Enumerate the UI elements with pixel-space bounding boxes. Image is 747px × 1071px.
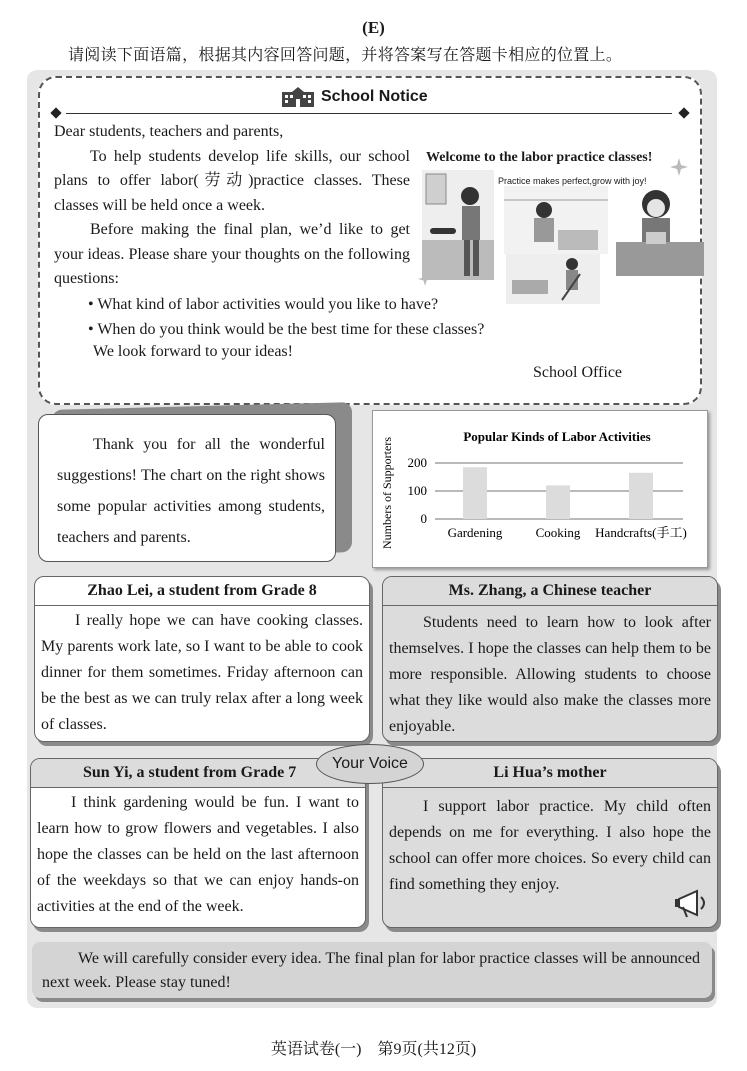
voice-card-li-hua-mother xyxy=(382,758,718,928)
chart-title: Popular Kinds of Labor Activities xyxy=(463,429,651,444)
voice-card-name: Sun Yi, a student from Grade 7 xyxy=(31,759,365,788)
school-building-icon xyxy=(281,86,315,108)
chart-ytick-label: 100 xyxy=(407,483,427,498)
chart-xtick-label: Cooking xyxy=(535,525,581,540)
notice-paragraph: Before making the final plan, we’d like to get your ideas. Please share your thoughts on the following questions: xyxy=(54,221,410,287)
chart-svg xyxy=(373,411,707,567)
dishwashing-illustration xyxy=(504,186,608,254)
notice-divider xyxy=(66,113,672,114)
chart-xtick-label: Gardening xyxy=(447,525,503,540)
voice-card-text: I think gardening would be fun. I want to learn how to grow flowers and vegetables. I also hope the classes can be held on the last afternoon of the weekdays so that we can enjoy hands-on activities at the end of the week. xyxy=(37,794,359,915)
voice-card-text: I really hope we can have cooking classes. My parents work late, so I want to be able to cook dinner for them sometimes. Friday afternoon can be the best as we can truly relax after a long week of classes. xyxy=(41,612,363,733)
voice-card-name: Zhao Lei, a student from Grade 8 xyxy=(35,577,369,606)
section-label: (E) xyxy=(362,18,385,37)
chart-ylabel: Numbers of Supporters xyxy=(380,437,394,549)
handcraft-illustration xyxy=(612,182,706,278)
activity-chart xyxy=(372,410,708,568)
thanks-box xyxy=(38,414,336,562)
chart-ytick-label: 0 xyxy=(420,511,427,526)
instruction-text: 请阅读下面语篇，根据其内容回答问题，并将答案写在答题卡相应的位置上。 xyxy=(68,47,623,64)
question-list xyxy=(88,293,484,342)
sparkle-icon xyxy=(670,158,688,176)
question-item: • What kind of labor activities would you like to have? xyxy=(88,296,439,313)
voice-card-zhao-lei xyxy=(34,576,370,742)
welcome-caption: Welcome to the labor practice classes! xyxy=(426,150,653,165)
voice-card-text: I support labor practice. My child often depends on me for everything. I also hope the school can offer more choices. So every child can find something they enjoy. xyxy=(389,798,711,893)
final-note xyxy=(32,942,712,998)
voice-card-name: Ms. Zhang, a Chinese teacher xyxy=(383,577,717,606)
final-note-text: We will carefully consider every idea. The final plan for labor practice classes will be announced next week. Please stay tuned! xyxy=(42,950,700,991)
voice-card-text: Students need to learn how to look after themselves. I hope the classes can help them to be more responsible. Allowing students to choose what they like would also make the classes more enjoyable. xyxy=(389,614,711,735)
chart-bar xyxy=(629,473,653,519)
sparkle-icon xyxy=(418,272,432,286)
notice-body xyxy=(54,120,410,292)
chart-ytick-label: 200 xyxy=(407,455,427,470)
chart-bar xyxy=(546,485,570,519)
page-footer: 英语试卷(一) 第9页(共12页) xyxy=(270,1041,477,1058)
notice-title-text: School Notice xyxy=(321,88,428,105)
chart-xtick-label: Handcrafts(手工) xyxy=(595,525,687,540)
notice-greeting: Dear students, teachers and parents, xyxy=(54,123,284,140)
voice-card-sun-yi xyxy=(30,758,366,928)
notice-title xyxy=(275,86,434,108)
megaphone-icon xyxy=(675,887,711,919)
cleaning-illustration xyxy=(506,254,600,304)
your-voice-badge: Your Voice xyxy=(316,744,424,784)
notice-signature: School Office xyxy=(533,364,623,381)
thanks-text: Thank you for all the wonderful suggestions! The chart on the right shows some popular activities among students, teachers and parents. xyxy=(57,436,325,546)
voice-card-name: Li Hua’s mother xyxy=(383,759,717,788)
poster-caption: Practice makes perfect,grow with joy! xyxy=(498,176,647,186)
voice-card-ms-zhang xyxy=(382,576,718,742)
cooking-illustration xyxy=(422,170,494,280)
chart-bar xyxy=(463,467,487,519)
question-item: • When do you think would be the best time for these classes? xyxy=(88,320,485,338)
notice-paragraph: To help students develop life skills, our school plans to offer labor(劳动)practice classes. These classes will be held once a week. xyxy=(54,147,410,214)
notice-closing: We look forward to your ideas! xyxy=(93,343,293,360)
